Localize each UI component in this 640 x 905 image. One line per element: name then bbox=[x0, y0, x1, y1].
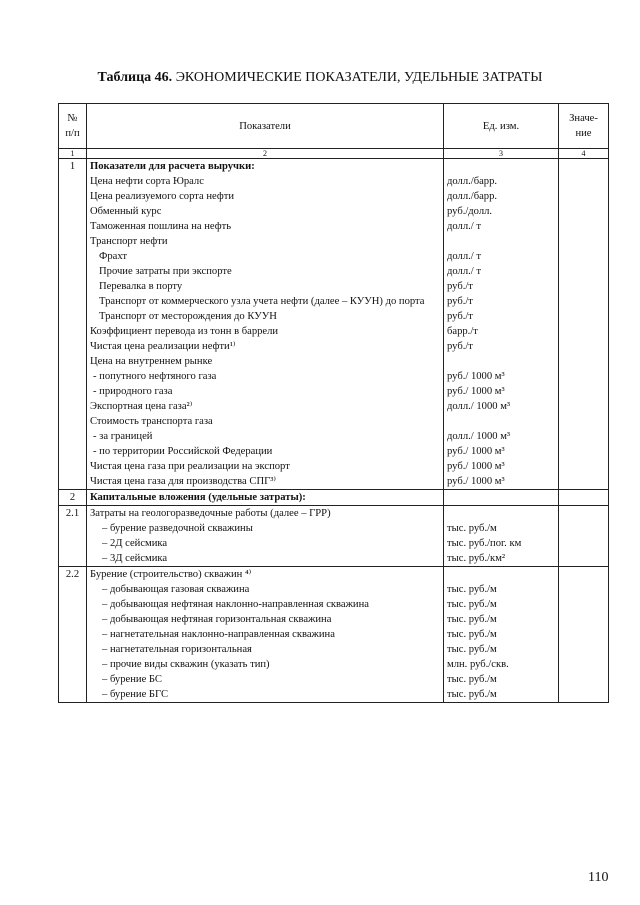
row-value bbox=[559, 536, 609, 551]
row-unit: руб./т bbox=[444, 279, 559, 294]
row-indicator: Капитальные вложения (удельные затраты): bbox=[87, 490, 444, 506]
row-indicator: – добывающая нефтяная наклонно-направленная скважина bbox=[87, 597, 444, 612]
row-number bbox=[59, 474, 87, 490]
table-row bbox=[59, 536, 609, 551]
row-number bbox=[59, 234, 87, 249]
header-row bbox=[59, 104, 609, 149]
row-unit: руб./ 1000 м³ bbox=[444, 444, 559, 459]
table-row bbox=[59, 294, 609, 309]
table-row bbox=[59, 174, 609, 189]
row-indicator: Стоимость транспорта газа bbox=[87, 414, 444, 429]
row-indicator: Затраты на геологоразведочные работы (далее – ГРР) bbox=[87, 506, 444, 522]
row-value bbox=[559, 384, 609, 399]
row-indicator: Чистая цена газа при реализации на экспорт bbox=[87, 459, 444, 474]
row-unit: долл./ 1000 м³ bbox=[444, 399, 559, 414]
row-number: 1 bbox=[59, 159, 87, 175]
row-number bbox=[59, 264, 87, 279]
header-num: № п/п bbox=[59, 104, 87, 149]
row-number bbox=[59, 174, 87, 189]
row-value bbox=[559, 657, 609, 672]
row-indicator: – нагнетательная наклонно-направленная скважина bbox=[87, 627, 444, 642]
row-value bbox=[559, 642, 609, 657]
table-row bbox=[59, 324, 609, 339]
table-row bbox=[59, 264, 609, 279]
table-row bbox=[59, 309, 609, 324]
row-indicator: - природного газа bbox=[87, 384, 444, 399]
col-number-4: 4 bbox=[559, 149, 609, 159]
row-number bbox=[59, 612, 87, 627]
table-row bbox=[59, 399, 609, 414]
row-value bbox=[559, 414, 609, 429]
table-row bbox=[59, 490, 609, 506]
table-title-text: ЭКОНОМИЧЕСКИЕ ПОКАЗАТЕЛИ, УДЕЛЬНЫЕ ЗАТРАТЫ bbox=[175, 70, 543, 85]
col-number-2: 2 bbox=[87, 149, 444, 159]
row-indicator: Бурение (строительство) скважин ⁴⁾ bbox=[87, 567, 444, 583]
row-indicator: Экспортная цена газа²⁾ bbox=[87, 399, 444, 414]
row-value bbox=[559, 627, 609, 642]
row-unit: руб./ 1000 м³ bbox=[444, 474, 559, 490]
row-unit: тыс. руб./пог. км bbox=[444, 536, 559, 551]
row-value bbox=[559, 219, 609, 234]
table-row bbox=[59, 687, 609, 703]
row-number bbox=[59, 219, 87, 234]
table-title bbox=[0, 70, 640, 86]
row-unit: руб./т bbox=[444, 294, 559, 309]
table-row bbox=[59, 339, 609, 354]
row-unit: барр./т bbox=[444, 324, 559, 339]
row-unit: руб./ 1000 м³ bbox=[444, 459, 559, 474]
row-indicator: Таможенная пошлина на нефть bbox=[87, 219, 444, 234]
row-unit bbox=[444, 159, 559, 175]
row-number bbox=[59, 309, 87, 324]
table-row bbox=[59, 414, 609, 429]
table-row bbox=[59, 551, 609, 567]
row-indicator: – прочие виды скважин (указать тип) bbox=[87, 657, 444, 672]
row-value bbox=[559, 429, 609, 444]
row-value bbox=[559, 474, 609, 490]
row-number bbox=[59, 249, 87, 264]
row-number bbox=[59, 339, 87, 354]
row-unit: долл./барр. bbox=[444, 189, 559, 204]
table-row bbox=[59, 459, 609, 474]
row-number bbox=[59, 672, 87, 687]
page-number: 110 bbox=[588, 870, 609, 885]
row-unit: тыс. руб./м bbox=[444, 582, 559, 597]
row-number bbox=[59, 687, 87, 703]
row-number bbox=[59, 279, 87, 294]
row-number bbox=[59, 642, 87, 657]
row-unit: млн. руб./скв. bbox=[444, 657, 559, 672]
row-number bbox=[59, 189, 87, 204]
row-value bbox=[559, 551, 609, 567]
row-value bbox=[559, 567, 609, 583]
row-indicator: Цена реализуемого сорта нефти bbox=[87, 189, 444, 204]
row-number bbox=[59, 459, 87, 474]
row-value bbox=[559, 279, 609, 294]
table-row bbox=[59, 582, 609, 597]
table-row bbox=[59, 369, 609, 384]
table-row bbox=[59, 672, 609, 687]
row-value bbox=[559, 249, 609, 264]
col-number-1: 1 bbox=[59, 149, 87, 159]
row-number bbox=[59, 429, 87, 444]
row-indicator: Цена нефти сорта Юралс bbox=[87, 174, 444, 189]
row-value bbox=[559, 612, 609, 627]
row-indicator: – бурение БГС bbox=[87, 687, 444, 703]
row-indicator: Коэффициент перевода из тонн в баррели bbox=[87, 324, 444, 339]
table-row bbox=[59, 612, 609, 627]
row-unit bbox=[444, 354, 559, 369]
row-number bbox=[59, 324, 87, 339]
table-row bbox=[59, 249, 609, 264]
row-indicator: Перевалка в порту bbox=[87, 279, 444, 294]
row-value bbox=[559, 354, 609, 369]
row-unit: долл./ т bbox=[444, 249, 559, 264]
row-number: 2.1 bbox=[59, 506, 87, 522]
row-indicator: – добывающая газовая скважина bbox=[87, 582, 444, 597]
row-value bbox=[559, 582, 609, 597]
row-indicator: Цена на внутреннем рынке bbox=[87, 354, 444, 369]
row-indicator: Показатели для расчета выручки: bbox=[87, 159, 444, 175]
row-indicator: – бурение разведочной скважины bbox=[87, 521, 444, 536]
row-value bbox=[559, 506, 609, 522]
row-value bbox=[559, 459, 609, 474]
table-row bbox=[59, 521, 609, 536]
row-number: 2 bbox=[59, 490, 87, 506]
row-unit: руб./ 1000 м³ bbox=[444, 384, 559, 399]
economic-indicators-table bbox=[58, 103, 609, 703]
row-value bbox=[559, 444, 609, 459]
row-indicator: Транспорт нефти bbox=[87, 234, 444, 249]
row-number bbox=[59, 294, 87, 309]
row-indicator: – 3Д сейсмика bbox=[87, 551, 444, 567]
row-unit: руб./долл. bbox=[444, 204, 559, 219]
row-indicator: Обменный курс bbox=[87, 204, 444, 219]
row-unit: тыс. руб./м bbox=[444, 521, 559, 536]
row-unit: долл./барр. bbox=[444, 174, 559, 189]
table-title-prefix: Таблица 46. bbox=[97, 70, 173, 85]
row-indicator: – нагнетательная горизонтальная bbox=[87, 642, 444, 657]
row-unit bbox=[444, 414, 559, 429]
row-unit: тыс. руб./м bbox=[444, 627, 559, 642]
table-body bbox=[59, 159, 609, 703]
row-unit: долл./ т bbox=[444, 219, 559, 234]
row-value bbox=[559, 399, 609, 414]
row-indicator: – добывающая нефтяная горизонтальная скважина bbox=[87, 612, 444, 627]
row-unit: тыс. руб./м bbox=[444, 597, 559, 612]
table-row bbox=[59, 627, 609, 642]
row-value bbox=[559, 369, 609, 384]
col-number-3: 3 bbox=[444, 149, 559, 159]
table-row bbox=[59, 506, 609, 522]
row-indicator: Чистая цена газа для производства СПГ³⁾ bbox=[87, 474, 444, 490]
row-unit bbox=[444, 490, 559, 506]
table-row bbox=[59, 567, 609, 583]
row-unit: тыс. руб./м bbox=[444, 687, 559, 703]
row-value bbox=[559, 174, 609, 189]
table-row bbox=[59, 384, 609, 399]
row-value bbox=[559, 264, 609, 279]
header-indicator: Показатели bbox=[87, 104, 444, 149]
row-value bbox=[559, 672, 609, 687]
row-indicator: – 2Д сейсмика bbox=[87, 536, 444, 551]
row-value bbox=[559, 687, 609, 703]
row-number bbox=[59, 521, 87, 536]
table-row bbox=[59, 219, 609, 234]
row-unit: тыс. руб./м bbox=[444, 612, 559, 627]
table-row bbox=[59, 234, 609, 249]
row-number bbox=[59, 204, 87, 219]
table-row bbox=[59, 204, 609, 219]
row-unit: руб./т bbox=[444, 309, 559, 324]
row-unit: тыс. руб./м bbox=[444, 672, 559, 687]
row-number bbox=[59, 597, 87, 612]
table-row bbox=[59, 597, 609, 612]
row-value bbox=[559, 339, 609, 354]
row-indicator: – бурение БС bbox=[87, 672, 444, 687]
row-number bbox=[59, 354, 87, 369]
row-value bbox=[559, 189, 609, 204]
row-indicator: - по территории Российской Федерации bbox=[87, 444, 444, 459]
row-value bbox=[559, 521, 609, 536]
row-unit: руб./ 1000 м³ bbox=[444, 369, 559, 384]
row-indicator: Чистая цена реализации нефти¹⁾ bbox=[87, 339, 444, 354]
table-row bbox=[59, 444, 609, 459]
row-indicator: - попутного нефтяного газа bbox=[87, 369, 444, 384]
table-row bbox=[59, 657, 609, 672]
row-indicator: Фрахт bbox=[87, 249, 444, 264]
table-row bbox=[59, 159, 609, 175]
row-number bbox=[59, 582, 87, 597]
row-value bbox=[559, 159, 609, 175]
row-number bbox=[59, 444, 87, 459]
row-indicator: - за границей bbox=[87, 429, 444, 444]
row-number bbox=[59, 414, 87, 429]
row-value bbox=[559, 597, 609, 612]
row-unit bbox=[444, 234, 559, 249]
row-value bbox=[559, 204, 609, 219]
row-indicator: Транспорт от месторождения до КУУН bbox=[87, 309, 444, 324]
row-number bbox=[59, 384, 87, 399]
row-unit: долл./ т bbox=[444, 264, 559, 279]
row-unit: тыс. руб./м bbox=[444, 642, 559, 657]
row-number: 2.2 bbox=[59, 567, 87, 583]
row-unit bbox=[444, 506, 559, 522]
table-row bbox=[59, 354, 609, 369]
header-value: Значе-ние bbox=[559, 104, 609, 149]
row-number bbox=[59, 627, 87, 642]
row-unit: тыс. руб./км² bbox=[444, 551, 559, 567]
row-number bbox=[59, 657, 87, 672]
header-unit: Ед. изм. bbox=[444, 104, 559, 149]
row-number bbox=[59, 551, 87, 567]
row-indicator: Прочие затраты при экспорте bbox=[87, 264, 444, 279]
row-value bbox=[559, 309, 609, 324]
row-value bbox=[559, 294, 609, 309]
row-number bbox=[59, 369, 87, 384]
row-value bbox=[559, 234, 609, 249]
row-indicator: Транспорт от коммерческого узла учета нефти (далее – КУУН) до порта bbox=[87, 294, 444, 309]
table-row bbox=[59, 642, 609, 657]
row-value bbox=[559, 324, 609, 339]
column-numbers-row bbox=[59, 149, 609, 159]
row-number bbox=[59, 536, 87, 551]
row-unit: руб./т bbox=[444, 339, 559, 354]
row-number bbox=[59, 399, 87, 414]
table-row bbox=[59, 429, 609, 444]
row-unit bbox=[444, 567, 559, 583]
table-row bbox=[59, 189, 609, 204]
row-unit: долл./ 1000 м³ bbox=[444, 429, 559, 444]
table-row bbox=[59, 279, 609, 294]
table-row bbox=[59, 474, 609, 490]
row-value bbox=[559, 490, 609, 506]
